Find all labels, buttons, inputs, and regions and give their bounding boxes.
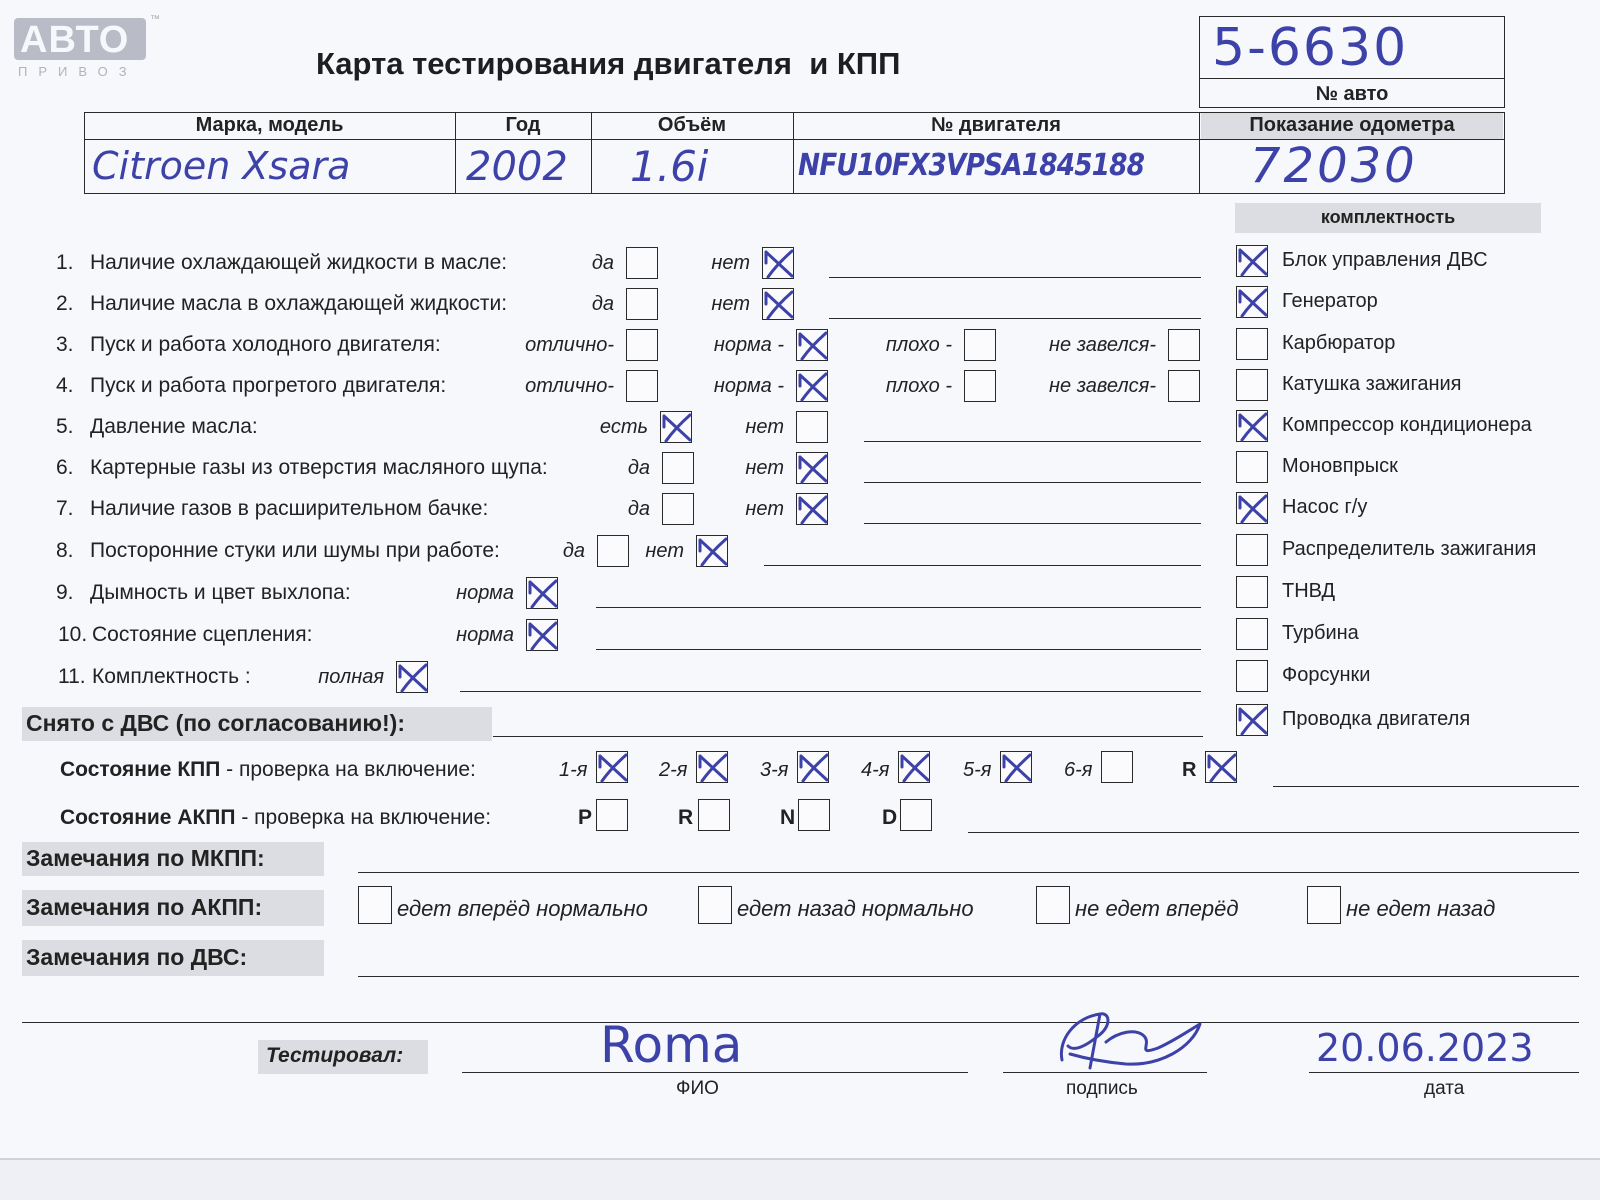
- check-label: Наличие газов в расширительном бачке:: [90, 497, 489, 520]
- komplektnost-checkbox[interactable]: [1236, 660, 1268, 692]
- komplektnost-checkbox[interactable]: [1236, 245, 1268, 277]
- check-option-box[interactable]: [696, 535, 728, 567]
- akpp-remark-checkbox[interactable]: [1036, 886, 1070, 924]
- komplektnost-checkbox[interactable]: [1236, 369, 1268, 401]
- komplektnost-item-label: Моновпрыск: [1282, 455, 1398, 477]
- check-number: 1.: [56, 251, 74, 274]
- check-option-label: отлично-: [525, 334, 614, 356]
- check-option-box[interactable]: [526, 577, 558, 609]
- logo-main-text: АВТО: [20, 19, 130, 61]
- check-number: 4.: [56, 374, 74, 397]
- check-option-box[interactable]: [796, 493, 828, 525]
- check-label: Наличие охлаждающей жидкости в масле:: [90, 251, 508, 274]
- check-option-label: да: [627, 498, 650, 520]
- check-number: 9.: [56, 581, 74, 604]
- x-mark-icon: [1233, 282, 1273, 322]
- check-answer-line: [864, 482, 1201, 483]
- removed-label: Снято с ДВС (по согласованию!):: [26, 710, 405, 736]
- komplektnost-item-label: Распределитель зажигания: [1282, 538, 1537, 560]
- kpp-gear-label: 3-я: [760, 759, 789, 781]
- tester-name: Roma: [600, 1016, 743, 1074]
- kpp-gear-box[interactable]: [596, 751, 628, 783]
- remarks-dvs-line: [358, 976, 1579, 977]
- check-option-label: да: [562, 540, 585, 562]
- date-line: [1309, 1072, 1579, 1073]
- check-answer-line: [864, 441, 1201, 442]
- page-title: Карта тестирования двигателя и КПП: [316, 46, 901, 81]
- akpp-remark-label: не едет назад: [1346, 896, 1496, 921]
- check-option-box[interactable]: [597, 535, 629, 567]
- x-mark-icon: [1202, 747, 1242, 787]
- check-option-box[interactable]: [796, 452, 828, 484]
- check-label: Пуск и работа прогретого двигателя:: [90, 374, 447, 397]
- check-option-label: плохо -: [885, 375, 952, 397]
- kpp-gear-label: 4-я: [861, 759, 890, 781]
- x-mark-icon: [895, 747, 935, 787]
- check-option-box[interactable]: [662, 493, 694, 525]
- check-option-box[interactable]: [964, 329, 996, 361]
- logo-sub-text: ПРИВОЗ: [18, 64, 138, 79]
- year-value: 2002: [466, 144, 568, 190]
- date-caption: дата: [1424, 1078, 1465, 1099]
- logo-trademark: ™: [150, 14, 160, 25]
- check-option-box[interactable]: [626, 370, 658, 402]
- check-option-label: нет: [711, 252, 750, 274]
- kpp-label-rest: - проверка на включение:: [220, 758, 476, 781]
- remarks-mkpp-label: Замечания по МКПП:: [26, 845, 265, 871]
- check-option-label: да: [591, 293, 614, 315]
- x-mark-icon: [693, 747, 733, 787]
- check-answer-line: [460, 691, 1201, 692]
- check-option-box[interactable]: [662, 452, 694, 484]
- komplektnost-item-label: Блок управления ДВС: [1282, 249, 1488, 271]
- check-option-label: норма -: [713, 334, 784, 356]
- check-label: Посторонние стуки или шумы при работе:: [90, 539, 500, 562]
- check-number: 7.: [56, 497, 74, 520]
- komplektnost-item-label: Форсунки: [1282, 664, 1371, 686]
- komplektnost-item-label: Проводка двигателя: [1282, 708, 1471, 730]
- check-label: Дымность и цвет выхлопа:: [90, 581, 351, 604]
- komplektnost-checkbox[interactable]: [1236, 492, 1268, 524]
- odometer-header: Показание одометра: [1249, 114, 1455, 136]
- check-label: Пуск и работа холодного двигателя:: [90, 333, 441, 356]
- logo: [14, 14, 160, 80]
- x-mark-icon: [759, 243, 799, 283]
- check-option-label: норма: [456, 624, 514, 646]
- check-option-box[interactable]: [1168, 370, 1200, 402]
- engine-number-header: № двигателя: [931, 114, 1061, 136]
- komplektnost-checkbox[interactable]: [1236, 534, 1268, 566]
- kpp-gear-box[interactable]: [898, 751, 930, 783]
- check-option-label: норма -: [713, 375, 784, 397]
- name-line: [462, 1072, 968, 1073]
- akpp-mode-label: P: [578, 806, 593, 829]
- x-mark-icon: [393, 657, 433, 697]
- check-answer-line: [596, 607, 1201, 608]
- check-answer-line: [829, 318, 1201, 319]
- kpp-label: [60, 758, 476, 782]
- check-answer-line: [829, 277, 1201, 278]
- akpp-mode-box[interactable]: [798, 799, 830, 831]
- check-option-label: плохо -: [885, 334, 952, 356]
- check-option-label: нет: [745, 498, 784, 520]
- check-option-box[interactable]: [964, 370, 996, 402]
- komplektnost-checkbox[interactable]: [1236, 576, 1268, 608]
- removed-line: [493, 736, 1203, 737]
- check-option-label: полная: [318, 666, 384, 688]
- remarks-akpp-label: Замечания по АКПП:: [26, 894, 263, 920]
- x-mark-icon: [997, 747, 1037, 787]
- auto-number-label: № авто: [1315, 83, 1389, 105]
- akpp-mode-label: D: [882, 806, 898, 829]
- kpp-gear-label: 2-я: [659, 759, 688, 781]
- check-number: 3.: [56, 333, 74, 356]
- check-label: Состояние сцепления:: [92, 623, 313, 646]
- komplektnost-item-label: Насос г/у: [1282, 496, 1368, 518]
- check-label: Комплектность :: [92, 665, 251, 688]
- check-option-box[interactable]: [626, 329, 658, 361]
- check-number: 2.: [56, 292, 74, 315]
- akpp-remark-checkbox[interactable]: [1307, 886, 1341, 924]
- komplektnost-checkbox[interactable]: [1236, 618, 1268, 650]
- akpp-mode-box[interactable]: [596, 799, 628, 831]
- kpp-gear-box[interactable]: [1101, 751, 1133, 783]
- kpp-gear-box[interactable]: [1000, 751, 1032, 783]
- check-label: Давление масла:: [90, 415, 258, 438]
- engine-number-value: NFU10FX3VPSA1845188: [798, 148, 1145, 183]
- separator-line: [22, 1022, 1579, 1023]
- x-mark-icon: [1233, 406, 1273, 446]
- volume-value: 1.6i: [630, 142, 709, 191]
- odometer-value: 72030: [1250, 138, 1418, 194]
- x-mark-icon: [1233, 241, 1273, 281]
- check-option-box[interactable]: [762, 288, 794, 320]
- tested-by-label: Тестировал:: [266, 1044, 404, 1067]
- x-mark-icon: [793, 448, 833, 488]
- brand-model-value: Citroen Xsara: [92, 144, 351, 188]
- check-option-box[interactable]: [762, 247, 794, 279]
- check-option-label: не завелся-: [1049, 375, 1156, 397]
- akpp-remark-checkbox[interactable]: [358, 886, 392, 924]
- check-option-label: есть: [599, 416, 648, 438]
- akpp-mode-box[interactable]: [900, 799, 932, 831]
- brand-model-header: Марка, модель: [195, 114, 344, 136]
- check-option-box[interactable]: [396, 661, 428, 693]
- akpp-remark-checkbox[interactable]: [698, 886, 732, 924]
- komplektnost-item-label: Турбина: [1282, 622, 1359, 644]
- komplektnost-item-label: Катушка зажигания: [1282, 373, 1462, 395]
- check-number: 6.: [56, 456, 74, 479]
- kpp-gear-label: 5-я: [963, 759, 992, 781]
- check-option-box[interactable]: [796, 370, 828, 402]
- komplektnost-checkbox[interactable]: [1236, 286, 1268, 318]
- kpp-gear-label: R: [1182, 759, 1197, 781]
- check-option-box[interactable]: [1168, 329, 1200, 361]
- check-answer-line: [596, 649, 1201, 650]
- akpp-mode-label: R: [678, 806, 694, 829]
- volume-header: Объём: [657, 114, 727, 136]
- check-option-box[interactable]: [660, 411, 692, 443]
- check-option-box[interactable]: [626, 288, 658, 320]
- x-mark-icon: [523, 615, 563, 655]
- check-option-box[interactable]: [796, 329, 828, 361]
- check-option-label: не завелся-: [1049, 334, 1156, 356]
- akpp-remark-label: едет назад нормально: [737, 896, 974, 921]
- akpp-remark-label: не едет вперёд: [1075, 896, 1239, 921]
- x-mark-icon: [523, 573, 563, 613]
- check-answer-line: [764, 565, 1201, 566]
- x-mark-icon: [793, 325, 833, 365]
- kpp-gear-label: 1-я: [559, 759, 588, 781]
- check-option-label: да: [627, 457, 650, 479]
- check-option-box[interactable]: [526, 619, 558, 651]
- remarks-mkpp-line: [358, 872, 1579, 873]
- komplektnost-checkbox[interactable]: [1236, 328, 1268, 360]
- komplektnost-checkbox[interactable]: [1236, 451, 1268, 483]
- x-mark-icon: [693, 531, 733, 571]
- check-number: 8.: [56, 539, 74, 562]
- check-option-label: да: [591, 252, 614, 274]
- x-mark-icon: [657, 407, 697, 447]
- x-mark-icon: [1233, 488, 1273, 528]
- remarks-dvs-label: Замечания по ДВС:: [26, 944, 248, 970]
- x-mark-icon: [593, 747, 633, 787]
- kpp-gear-box[interactable]: [797, 751, 829, 783]
- check-option-box[interactable]: [626, 247, 658, 279]
- x-mark-icon: [793, 366, 833, 406]
- check-option-box[interactable]: [796, 411, 828, 443]
- komplektnost-item-label: Генератор: [1282, 290, 1378, 312]
- akpp-remark-label: едет вперёд нормально: [397, 896, 648, 921]
- check-option-label: нет: [711, 293, 750, 315]
- x-mark-icon: [1233, 700, 1273, 740]
- check-option-label: нет: [745, 457, 784, 479]
- year-header: Год: [505, 114, 541, 136]
- check-option-label: нет: [645, 540, 684, 562]
- kpp-line: [1273, 786, 1579, 787]
- komplektnost-item-label: ТНВД: [1282, 580, 1336, 602]
- komplektnost-checkbox[interactable]: [1236, 704, 1268, 736]
- check-number: 10.: [58, 623, 88, 646]
- check-option-label: отлично-: [525, 375, 614, 397]
- akpp-mode-box[interactable]: [698, 799, 730, 831]
- komplektnost-checkbox[interactable]: [1236, 410, 1268, 442]
- signature-caption: подпись: [1066, 1078, 1138, 1099]
- akpp-mode-label: N: [780, 806, 796, 829]
- check-number: 11.: [58, 665, 86, 688]
- check-label: Картерные газы из отверстия масляного щупа:: [90, 456, 548, 479]
- check-number: 5.: [56, 415, 74, 438]
- signature-line: [1003, 1072, 1207, 1073]
- komplektnost-item-label: Компрессор кондиционера: [1282, 414, 1532, 436]
- akpp-label-rest: - проверка на включение:: [235, 806, 492, 829]
- auto-number-divider: [1199, 78, 1505, 79]
- akpp-line: [968, 832, 1579, 833]
- akpp-label-bold: Состояние АКПП: [60, 806, 236, 829]
- x-mark-icon: [759, 284, 799, 324]
- kpp-gear-box[interactable]: [696, 751, 728, 783]
- kpp-gear-label: 6-я: [1064, 759, 1093, 781]
- kpp-gear-box[interactable]: [1205, 751, 1237, 783]
- x-mark-icon: [793, 489, 833, 529]
- komplektnost-item-label: Карбюратор: [1282, 332, 1396, 354]
- check-option-label: нет: [745, 416, 784, 438]
- test-date: 20.06.2023: [1316, 1026, 1534, 1070]
- name-caption: ФИО: [676, 1078, 719, 1099]
- x-mark-icon: [794, 747, 834, 787]
- komplektnost-title: комплектность: [1320, 207, 1456, 227]
- check-answer-line: [864, 523, 1201, 524]
- check-option-label: норма: [456, 582, 514, 604]
- auto-number-value: 5-6630: [1212, 18, 1409, 78]
- akpp-label: [60, 806, 491, 830]
- kpp-label-bold: Состояние КПП: [60, 758, 221, 781]
- check-label: Наличие масла в охлаждающей жидкости:: [90, 292, 508, 315]
- signature-drawing: [1040, 1002, 1220, 1082]
